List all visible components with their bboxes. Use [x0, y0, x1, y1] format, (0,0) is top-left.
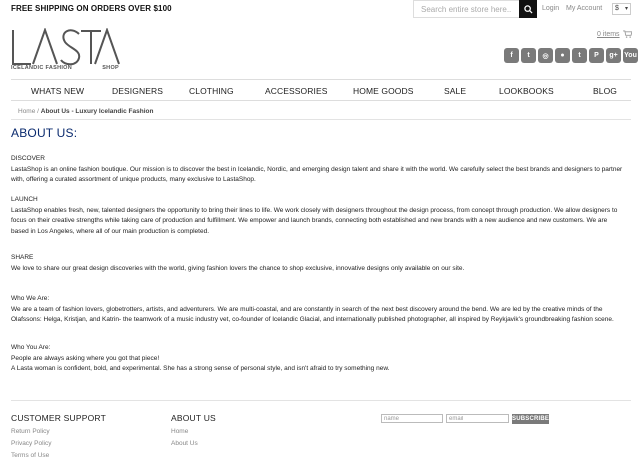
who-we-are-heading: Who We Are:	[11, 295, 50, 302]
login-link[interactable]: Login	[542, 5, 560, 12]
logo-tagline-left: ICELANDIC FASHION	[11, 65, 73, 71]
nav-item-lookbooks[interactable]: LOOKBOOKS	[499, 86, 554, 96]
nav-item-accessories[interactable]: ACCESSORIES	[265, 86, 328, 96]
pinterest-icon[interactable]: P	[589, 48, 604, 63]
subscribe-button[interactable]: SUBSCRIBE	[512, 416, 550, 422]
search-icon	[524, 5, 533, 14]
launch-section	[11, 195, 626, 237]
nav-item-designers[interactable]: DESIGNERS	[112, 86, 163, 96]
customer-support-title: CUSTOMER SUPPORT	[11, 413, 106, 423]
who-you-are-heading: Who You Are:	[11, 344, 51, 351]
social-icons	[504, 48, 638, 63]
share-section	[11, 253, 626, 274]
top-bar	[0, 0, 640, 18]
terms-of-use-link[interactable]: Terms of Use	[11, 452, 50, 459]
return-policy-link[interactable]: Return Policy	[11, 428, 50, 435]
nav-item-clothing[interactable]: CLOTHING	[189, 86, 234, 96]
who-you-are-section	[11, 343, 626, 375]
page-title: ABOUT US:	[11, 126, 78, 140]
nav-item-blog[interactable]: BLOG	[593, 86, 618, 96]
currency-value: $	[615, 5, 619, 12]
discover-text: LastaShop is an online fashion boutique. Our mission is to discover the best in Icelandic, Nordic, and emerging design talent and share it with the world. We carefully select the best brands and designers to partner with, offering a curated assortment of unique products, many exclusive to LastaShop.	[11, 165, 623, 183]
share-heading: SHARE	[11, 254, 34, 261]
free-shipping-banner: FREE SHIPPING ON ORDERS OVER $100	[11, 4, 172, 13]
twitter-icon[interactable]: t	[521, 48, 536, 63]
footer-about-link[interactable]: About Us	[171, 440, 198, 447]
cart-count: 0 items	[597, 30, 620, 38]
instagram-icon[interactable]: ◎	[538, 48, 553, 63]
divider	[11, 119, 631, 120]
discover-section	[11, 154, 626, 186]
newsletter-name-input[interactable]	[381, 414, 443, 423]
nav-item-whats-new[interactable]: WHATS NEW	[31, 86, 85, 96]
currency-select[interactable]	[612, 3, 631, 15]
footer-home-link[interactable]: Home	[171, 428, 189, 435]
cart-icon	[623, 30, 632, 38]
about-us-title: ABOUT US	[171, 413, 216, 423]
who-we-are-text: We are a team of fashion lovers, globetrotters, artists, and adventurers. We are multi-coastal, and are constantly in search of the next best discovery around the bend. We are led by the creative minds of the Olafssons: Helga, Kristjan, and Katrin- the teamwork of a music industry vet, co-founder of Icelandic Glacial, and internationally published photographer, all inspired by Reykjavik's groundbreaking fashion scene.	[11, 305, 614, 323]
breadcrumb-current: About Us - Luxury Icelandic Fashion	[40, 108, 154, 115]
nav-item-sale[interactable]: SALE	[444, 86, 467, 96]
logo-tagline-right: SHOP	[102, 65, 119, 71]
breadcrumb-separator: /	[35, 108, 41, 115]
flickr-icon[interactable]: ●	[555, 48, 570, 63]
youtube-icon[interactable]: You	[623, 48, 638, 63]
footer-divider	[11, 400, 631, 401]
share-text: We love to share our great design discoveries with the world, giving fashion lovers the chance to shop exclusive, innovative designs only available on our site.	[11, 264, 465, 272]
who-we-are-section	[11, 294, 626, 326]
chevron-down-icon: ▾	[624, 6, 628, 12]
facebook-icon[interactable]: f	[504, 48, 519, 63]
discover-heading: DISCOVER	[11, 155, 45, 162]
search-button[interactable]	[519, 0, 537, 18]
search-input[interactable]	[413, 0, 519, 18]
privacy-policy-link[interactable]: Privacy Policy	[11, 440, 52, 447]
cart-link[interactable]	[597, 30, 632, 38]
my-account-link[interactable]: My Account	[566, 5, 603, 12]
tumblr-icon[interactable]: t	[572, 48, 587, 63]
main-nav	[11, 79, 631, 101]
breadcrumb-home[interactable]: Home	[18, 108, 36, 115]
google-plus-icon[interactable]: g+	[606, 48, 621, 63]
who-you-are-line-1: People are always asking where you got that piece!	[11, 354, 160, 362]
breadcrumb	[18, 108, 153, 115]
launch-heading: LAUNCH	[11, 196, 38, 203]
nav-item-home-goods[interactable]: HOME GOODS	[353, 86, 414, 96]
logo-tagline	[11, 65, 119, 71]
launch-text: LastaShop enables fresh, new, talented designers the opportunity to bring their lines to life. We work closely with designers throughout the design process, from concept through production. We allow designers to focus on their creative strengths while taking care of production and fulfillment. We empower and launch brands, connecting both established and new brands with a new audience and new customers. We are based in Los Angeles, where all of our main production is completed.	[11, 206, 618, 235]
newsletter-email-input[interactable]	[446, 414, 509, 423]
who-you-are-line-2: A Lasta woman is confident, bold, and experimental. She has a strong sense of personal style, and isn't afraid to try something new.	[11, 365, 390, 372]
